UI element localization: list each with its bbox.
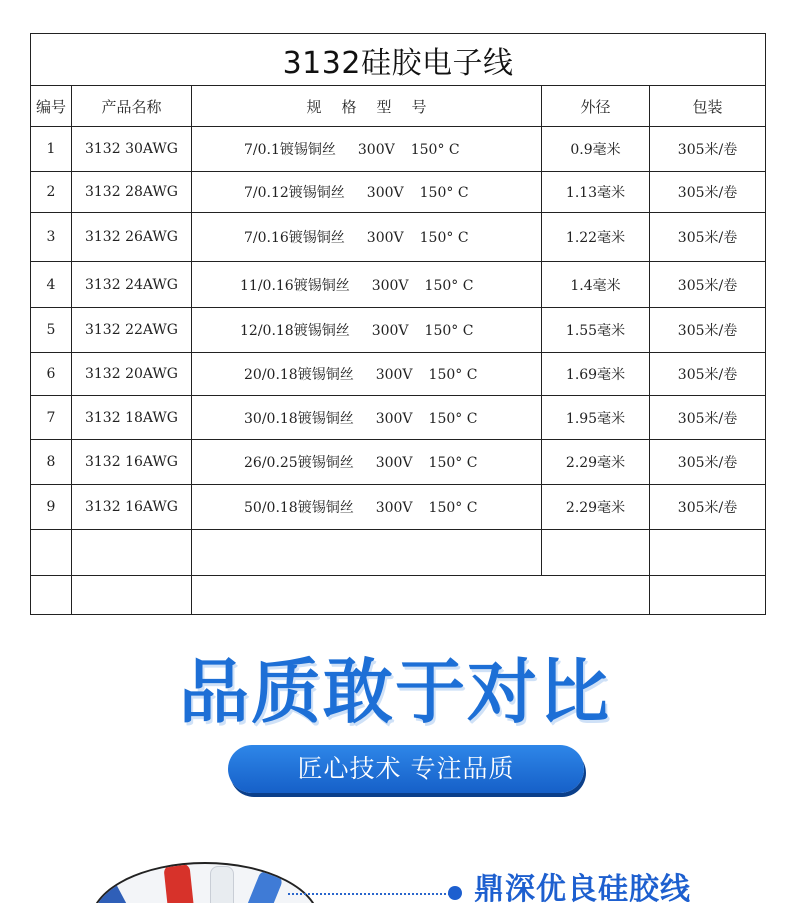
row-no: 6	[31, 353, 72, 396]
row-pack: 305米/卷	[650, 213, 766, 262]
connector-dotted-line	[288, 893, 454, 895]
row-voltage: 300V	[375, 367, 413, 383]
row-conductor: 11/0.16镀锡铜丝	[240, 277, 350, 294]
row-pack: 305米/卷	[650, 396, 766, 440]
row-conductor: 26/0.25镀锡铜丝	[244, 455, 354, 471]
row-name: 3132 28AWG	[72, 172, 192, 213]
header-no: 编号	[31, 86, 72, 127]
row-spec	[192, 213, 542, 262]
dot-icon	[448, 886, 462, 900]
row-voltage: 300V	[366, 185, 404, 201]
row-spec	[192, 172, 542, 213]
row-pack: 305米/卷	[650, 353, 766, 396]
row-od: 1.55毫米	[542, 308, 650, 353]
row-conductor: 12/0.18镀锡铜丝	[240, 323, 350, 339]
red-wire	[163, 863, 198, 903]
row-voltage: 300V	[371, 323, 409, 339]
white-wire	[210, 866, 234, 903]
row-conductor: 50/0.18镀锡铜丝	[244, 500, 354, 516]
row-name: 3132 30AWG	[72, 127, 192, 172]
slogan-heading: 品质敢于对比	[179, 651, 611, 733]
row-pack: 305米/卷	[650, 308, 766, 353]
table-row	[31, 440, 766, 485]
row-temperature: 150° C	[428, 410, 478, 427]
row-conductor: 30/0.18镀锡铜丝	[244, 410, 354, 427]
row-spec	[192, 485, 542, 530]
row-no: 7	[31, 396, 72, 440]
row-pack: 305米/卷	[650, 172, 766, 213]
row-name: 3132 16AWG	[72, 485, 192, 530]
row-no: 5	[31, 308, 72, 353]
empty-row	[31, 576, 766, 615]
blue-wire	[228, 869, 284, 903]
row-voltage: 300V	[366, 230, 404, 246]
tagline-pill: 匠心技术 专注品质	[228, 745, 584, 793]
row-conductor: 7/0.16镀锡铜丝	[244, 230, 345, 246]
row-voltage: 300V	[357, 142, 395, 158]
table-header-row	[31, 86, 766, 127]
empty-cell	[72, 530, 192, 576]
row-no: 2	[31, 172, 72, 213]
row-temperature: 150° C	[410, 142, 460, 158]
row-temperature: 150° C	[424, 277, 474, 294]
row-no: 3	[31, 213, 72, 262]
row-no: 1	[31, 127, 72, 172]
row-od: 1.4毫米	[542, 262, 650, 308]
empty-cell	[542, 530, 650, 576]
table-row	[31, 262, 766, 308]
row-od: 2.29毫米	[542, 440, 650, 485]
row-temperature: 150° C	[419, 230, 469, 246]
empty-cell	[31, 576, 72, 615]
section-heading: 鼎深优良硅胶线	[474, 872, 691, 903]
table-row	[31, 172, 766, 213]
row-spec	[192, 127, 542, 172]
header-od: 外径	[542, 86, 650, 127]
table-row	[31, 213, 766, 262]
row-no: 4	[31, 262, 72, 308]
row-name: 3132 22AWG	[72, 308, 192, 353]
row-temperature: 150° C	[428, 500, 478, 516]
row-conductor: 7/0.1镀锡铜丝	[244, 142, 336, 158]
row-voltage: 300V	[371, 277, 409, 294]
row-spec	[192, 353, 542, 396]
row-spec	[192, 262, 542, 308]
header-pack: 包装	[650, 86, 766, 127]
row-conductor: 20/0.18镀锡铜丝	[244, 367, 354, 383]
header-name: 产品名称	[72, 86, 192, 127]
row-name: 3132 26AWG	[72, 213, 192, 262]
row-voltage: 300V	[375, 500, 413, 516]
empty-merged-cell	[192, 576, 650, 615]
blue-wire	[90, 872, 152, 903]
row-pack: 305米/卷	[650, 127, 766, 172]
row-od: 1.69毫米	[542, 353, 650, 396]
row-no: 8	[31, 440, 72, 485]
row-pack: 305米/卷	[650, 262, 766, 308]
header-spec: 规格型号	[192, 86, 542, 127]
row-name: 3132 16AWG	[72, 440, 192, 485]
row-name: 3132 24AWG	[72, 262, 192, 308]
row-name: 3132 20AWG	[72, 353, 192, 396]
empty-row	[31, 530, 766, 576]
row-od: 1.22毫米	[542, 213, 650, 262]
table-row	[31, 485, 766, 530]
spec-table	[30, 33, 766, 615]
empty-cell	[650, 576, 766, 615]
empty-cell	[31, 530, 72, 576]
row-temperature: 150° C	[428, 367, 478, 383]
wire-photo-icon	[90, 862, 320, 903]
row-spec	[192, 396, 542, 440]
row-voltage: 300V	[375, 410, 413, 427]
row-od: 1.95毫米	[542, 396, 650, 440]
empty-cell	[192, 530, 542, 576]
row-spec	[192, 440, 542, 485]
table-title: 3132硅胶电子线	[31, 34, 766, 86]
table-row	[31, 308, 766, 353]
table-row	[31, 353, 766, 396]
empty-cell	[72, 576, 192, 615]
row-temperature: 150° C	[428, 455, 478, 471]
row-temperature: 150° C	[419, 185, 469, 201]
table-row	[31, 127, 766, 172]
row-name: 3132 18AWG	[72, 396, 192, 440]
row-no: 9	[31, 485, 72, 530]
row-spec	[192, 308, 542, 353]
row-pack: 305米/卷	[650, 440, 766, 485]
row-od: 2.29毫米	[542, 485, 650, 530]
row-voltage: 300V	[375, 455, 413, 471]
row-temperature: 150° C	[424, 323, 474, 339]
row-od: 0.9毫米	[542, 127, 650, 172]
row-conductor: 7/0.12镀锡铜丝	[244, 185, 345, 201]
row-od: 1.13毫米	[542, 172, 650, 213]
table-row	[31, 396, 766, 440]
empty-cell	[650, 530, 766, 576]
row-pack: 305米/卷	[650, 485, 766, 530]
